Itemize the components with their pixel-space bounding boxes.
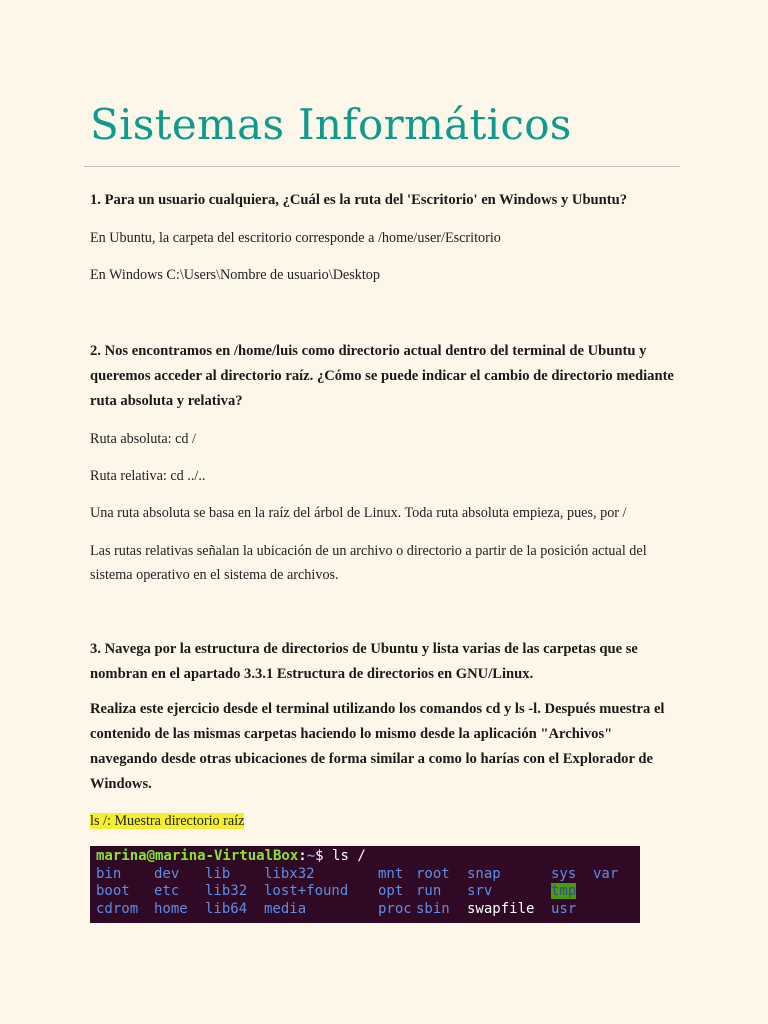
question-3-instruction: Realiza este ejercicio desde el terminal utilizando los comandos cd y ls -l. Después muestra el contenido de las mismas carpetas haciendo lo mismo desde la aplicación "Archivos" navegando desde otras ubicaciones de forma similar a como lo harías con el Explorador de Windows.	[90, 701, 665, 792]
empty-cell	[593, 883, 633, 901]
prompt-command: $ ls /	[315, 848, 366, 864]
terminal-prompt-line	[96, 848, 640, 866]
dir-entry: usr	[551, 900, 577, 917]
answer-1-windows: En Windows C:\Users\Nombre de usuario\Desktop	[90, 267, 380, 283]
answer-2-absolute-explanation: Una ruta absoluta se basa en la raíz del árbol de Linux. Toda ruta absoluta empieza, pues, por /	[90, 505, 627, 521]
dir-entry: bin	[96, 865, 122, 882]
page-title: Sistemas Informáticos	[90, 100, 572, 149]
terminal-listing	[96, 866, 640, 919]
dir-entry: lost+found	[264, 883, 349, 899]
dir-entry: cdrom	[96, 900, 139, 917]
file-entry: swapfile	[467, 900, 535, 917]
dir-entry: proc	[378, 900, 412, 917]
answer-2-relative: Ruta relativa: cd ../..	[90, 468, 206, 484]
dir-entry: dev	[154, 865, 180, 882]
answer-2-absolute: Ruta absoluta: cd /	[90, 431, 196, 447]
answer-1-ubuntu: En Ubuntu, la carpeta del escritorio corresponde a /home/user/Escritorio	[90, 230, 501, 246]
dir-entry: lib64	[205, 900, 248, 917]
dir-entry: sys	[551, 865, 577, 882]
prompt-user: marina@marina-VirtualBox	[96, 848, 299, 864]
dir-entry: media	[264, 900, 307, 917]
dir-entry-tmp: tmp	[551, 883, 577, 899]
dir-entry: mnt	[378, 865, 404, 882]
dir-entry: boot	[96, 883, 130, 899]
question-3: 3. Navega por la estructura de directorios de Ubuntu y lista varias de las carpetas que se nombran en el apartado 3.3.1 Estructura de directorios en GNU/Linux.	[90, 641, 638, 682]
empty-cell	[593, 901, 633, 919]
dir-entry: libx32	[264, 865, 315, 882]
document-body	[90, 188, 682, 833]
highlighted-note: ls /: Muestra directorio raíz	[90, 813, 245, 829]
dir-entry: opt	[378, 883, 404, 899]
question-2: 2. Nos encontramos en /home/luis como directorio actual dentro del terminal de Ubuntu y queremos acceder al directorio raíz. ¿Cómo se puede indicar el cambio de directorio mediante ruta absoluta y relativa?	[90, 343, 674, 409]
prompt-separator: :	[298, 848, 307, 864]
dir-entry: lib	[205, 865, 231, 882]
dir-entry: home	[154, 900, 188, 917]
dir-entry: run	[416, 883, 442, 899]
prompt-path: ~	[306, 848, 316, 864]
title-divider	[84, 166, 680, 167]
dir-entry: snap	[467, 865, 501, 882]
answer-2-relative-explanation: Las rutas relativas señalan la ubicación de un archivo o directorio a partir de la posición actual del sistema operativo en el sistema de archivos.	[90, 543, 647, 583]
dir-entry: var	[593, 865, 619, 882]
dir-entry: root	[416, 865, 450, 882]
dir-entry: sbin	[416, 900, 450, 917]
dir-entry: srv	[467, 883, 493, 899]
terminal-screenshot	[90, 846, 640, 923]
question-1: 1. Para un usuario cualquiera, ¿Cuál es la ruta del 'Escritorio' en Windows y Ubuntu?	[90, 192, 628, 208]
dir-entry: etc	[154, 883, 180, 899]
dir-entry: lib32	[205, 883, 248, 899]
